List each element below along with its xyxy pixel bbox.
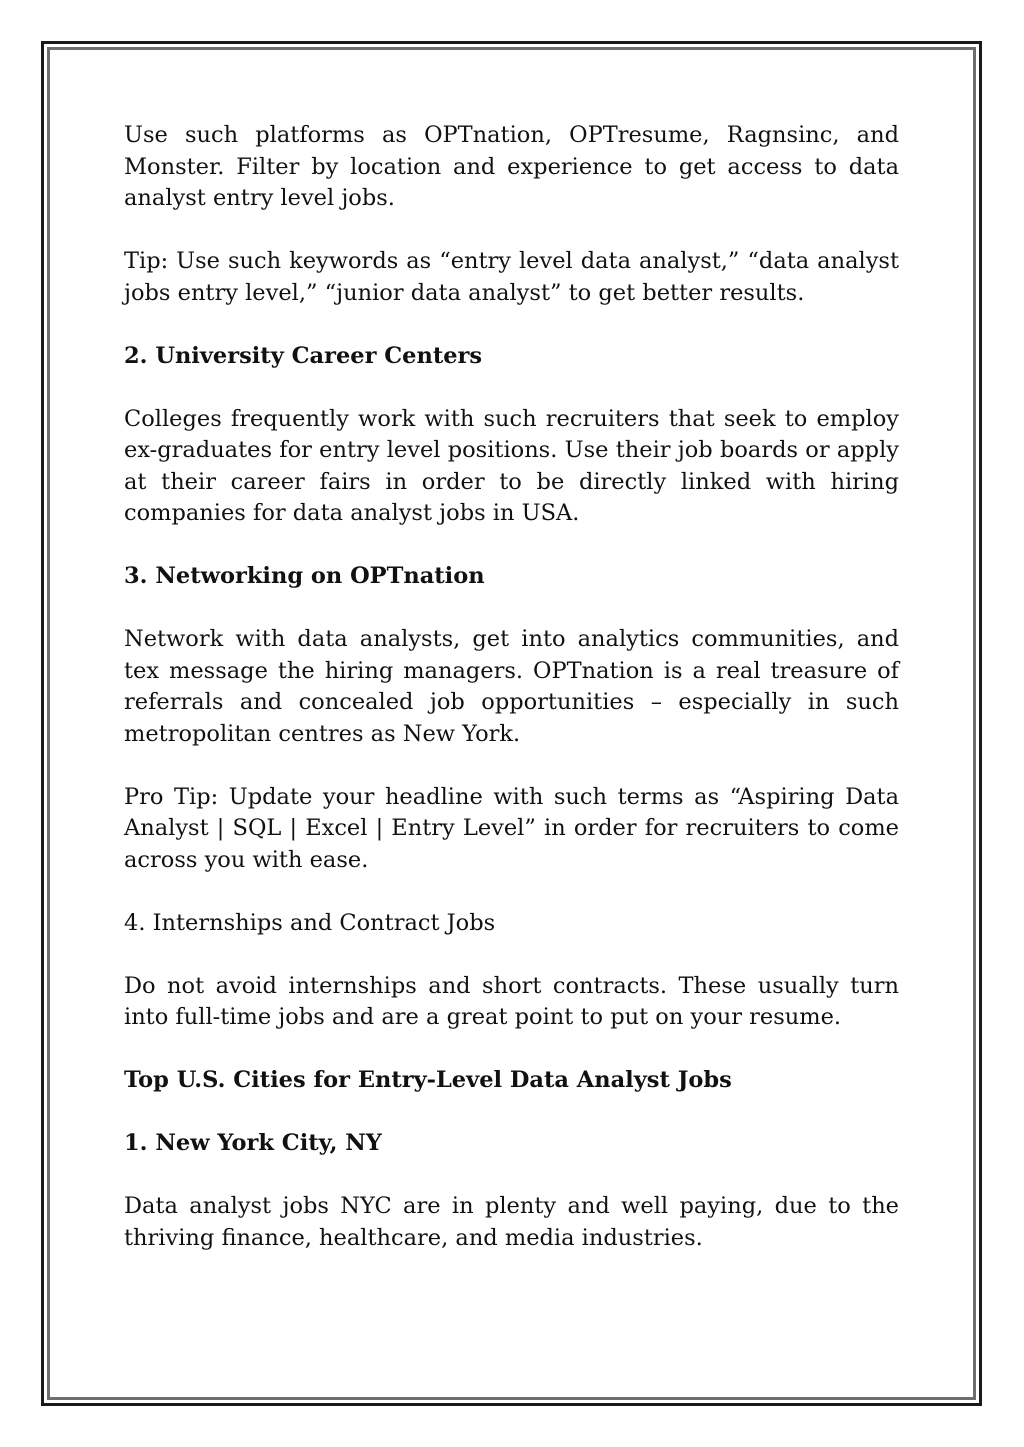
networking-paragraph: Network with data analysts, get into analytics communities, and tex message the hiring managers. OPTnation is a real treasure of referrals and concealed job opportunities – especially in such metropolitan centres as New York. bbox=[124, 626, 899, 747]
pro-tip-paragraph: Pro Tip: Update your headline with such terms as “Aspiring Data Analyst | SQL | Excel | Entry Level” in order for recruiters to come across you with ease. bbox=[124, 783, 899, 873]
section-heading-new-york: 1. New York City, NY bbox=[124, 1130, 382, 1156]
internships-paragraph: Do not avoid internships and short contracts. These usually turn into full-time jobs and are a great point to put on your resume. bbox=[124, 972, 899, 1030]
section-heading-top-cities: Top U.S. Cities for Entry-Level Data Analyst Jobs bbox=[124, 1067, 732, 1093]
job-platforms-paragraph: Use such platforms as OPTnation, OPTresume, Ragnsinc, and Monster. Filter by location and experience to get access to data analyst entry level jobs. bbox=[124, 122, 899, 211]
section-heading-university-career-centers: 2. University Career Centers bbox=[124, 342, 483, 369]
new-york-paragraph: Data analyst jobs NYC are in plenty and well paying, due to the thriving finance, healthcare, and media industries. bbox=[124, 1193, 899, 1251]
section-heading-internships: 4. Internships and Contract Jobs bbox=[124, 909, 496, 936]
keyword-tip-paragraph: Tip: Use such keywords as “entry level data analyst,” “data analyst jobs entry level,” “junior data analyst” to get better results. bbox=[124, 248, 899, 306]
section-heading-networking: 3. Networking on OPTnation bbox=[124, 563, 485, 589]
university-career-centers-paragraph: Colleges frequently work with such recruiters that seek to employ ex-graduates for entry level positions. Use their job boards or apply at their career fairs in order to be directly linked with hiring companies for data analyst jobs in USA. bbox=[124, 405, 899, 526]
document-body bbox=[124, 120, 899, 1286]
